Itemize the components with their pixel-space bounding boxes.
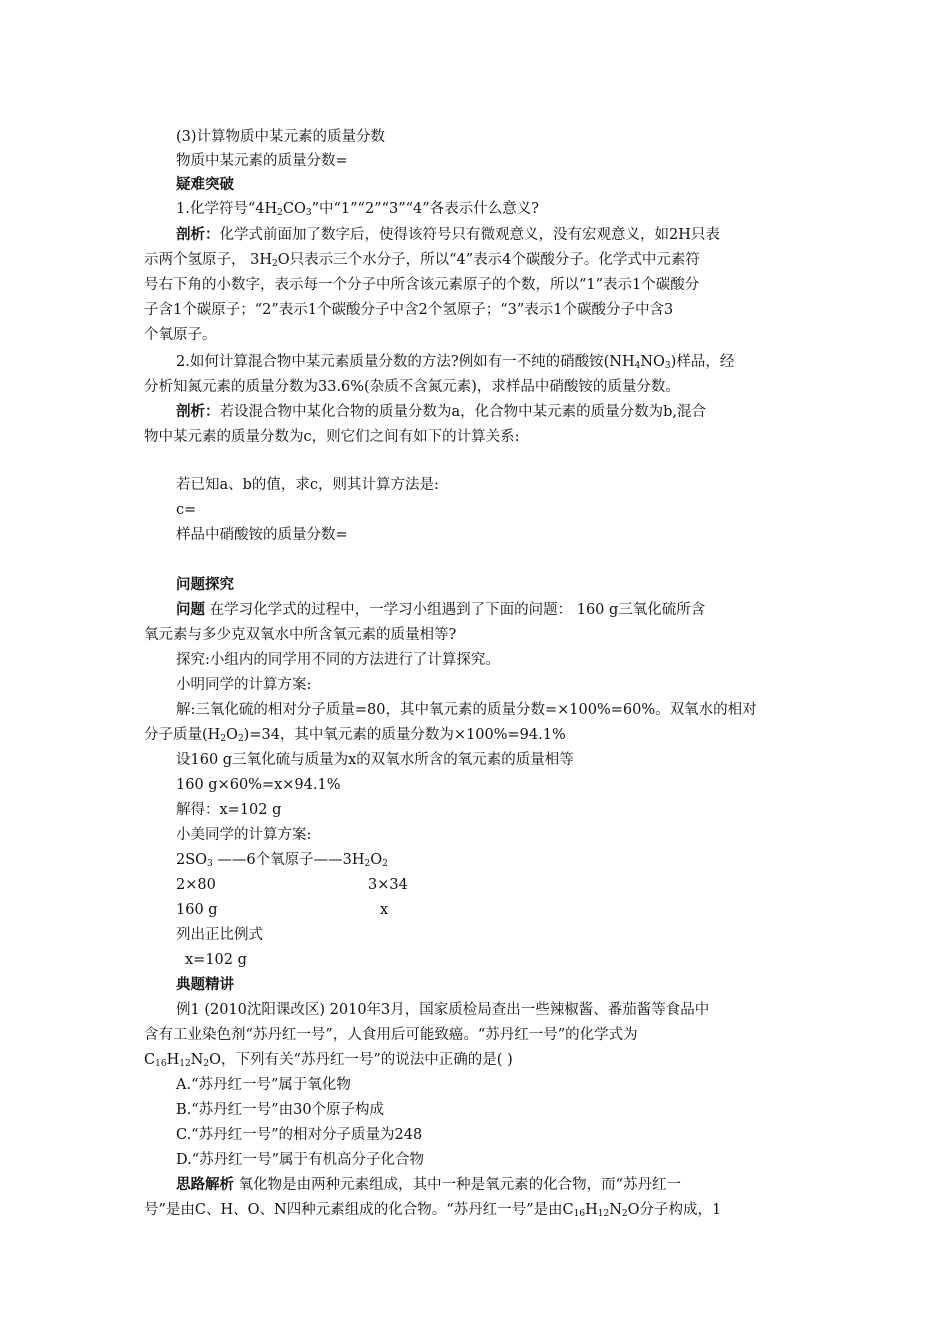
section-title-inquiry: 问题探究 <box>176 576 234 593</box>
inquiry-equation: 160 g×60%=x×94.1% <box>176 777 341 793</box>
inquiry-ratio-row: 160 g x <box>176 902 389 918</box>
analysis-label: 剖析： <box>176 403 220 420</box>
analysis-2-line-1: 剖析：若设混合物中某化合物的质量分数为a，化合物中某元素的质量分数为b,混合 <box>176 403 707 420</box>
inquiry-text: 分子质量$(H_2O_2)=34$，其中氧元素的质量分数为×100%=94.1% <box>144 727 566 744</box>
inquiry-text: 解:三氧化硫的相对分子质量=80，其中氧元素的质量分数=×100%=60%。双氧水的相对 <box>176 702 757 718</box>
inquiry-relation: $2SO_3$ ——6个氧原子$——3H_2O_2$ <box>176 852 388 869</box>
analysis-2-line-3: 若已知a、b的值，求c，则其计算方法是: <box>176 477 439 493</box>
analysis-1-line-3: 号右下角的小数字，表示每一个分子中所含该元素原子的个数，所以“1”表示1个碳酸分 <box>144 277 700 293</box>
option-c: C.“苏丹红一号”的相对分子质量为248 <box>176 1127 423 1143</box>
analysis-2-line-5: 样品中硝酸铵的质量分数= <box>176 527 348 543</box>
inquiry-text: 小美同学的计算方案: <box>176 827 312 843</box>
analysis-2-line-4: c= <box>176 502 197 518</box>
analysis-1-line-4: 子含1个碳原子；“2”表示1个碳酸分子中含2个氢原子；“3”表示1个碳酸分子中含3 <box>144 302 674 318</box>
analysis-2-line-2: 物中某元素的质量分数为c，则它们之间有如下的计算关系: <box>144 429 520 445</box>
inquiry-problem-line-2: 氧元素与多少克双氧水中所含氧元素的质量相等? <box>144 627 457 643</box>
solution-label: 思路解析 <box>176 1176 234 1193</box>
inquiry-text: 列出正比例式 <box>176 927 263 943</box>
inquiry-text: 探究:小组内的同学用不同的方法进行了计算探究。 <box>176 652 500 668</box>
inquiry-ratio-row: 2×80 3×34 <box>176 877 408 893</box>
section-title-examples: 典题精讲 <box>176 976 234 993</box>
formula-line: 物质中某元素的质量分数= <box>176 153 348 169</box>
solution-line-1: 思路解析 氧化物是由两种元素组成，其中一种是氧元素的化合物，而“苏丹红一 <box>176 1176 682 1193</box>
question-1: 1.化学符号“$4H_2CO_3$”中“1”“2”“3”“4”各表示什么意义? <box>176 201 539 218</box>
section-heading: (3)计算物质中某元素的质量分数 <box>176 129 386 145</box>
section-title-difficulties: 疑难突破 <box>176 176 234 193</box>
analysis-1-line-5: 个氧原子。 <box>144 327 217 343</box>
inquiry-result: 解得：x=102 g <box>176 802 282 818</box>
inquiry-text: 小明同学的计算方案: <box>176 677 312 693</box>
question-2-line-1: 2.如何计算混合物中某元素质量分数的方法?例如有一不纯的硝酸铵$(NH_4NO_3)$样品，经 <box>176 354 735 371</box>
example-1-line-3: $C_{16}H_{12}N_2O$，下列有关“苏丹红一号”的说法中正确的是( ) <box>144 1052 513 1069</box>
solution-line-2: 号”是由C、H、O、N四种元素组成的化合物。“苏丹红一号”是由$C_{16}H_{12}N_2O$分子构成，1 <box>144 1202 722 1219</box>
analysis-label: 剖析： <box>176 226 220 243</box>
example-1-line-1: 例1 (2010沈阳课改区) 2010年3月，国家质检局查出一些辣椒酱、番茄酱等食品中 <box>176 1002 710 1018</box>
problem-label: 问题 <box>176 601 205 618</box>
inquiry-problem-line-1: 问题 在学习化学式的过程中，一学习小组遇到了下面的问题： 160 g三氧化硫所含 <box>176 601 706 618</box>
option-b: B.“苏丹红一号”由30个原子构成 <box>176 1102 385 1118</box>
example-1-line-2: 含有工业染色剂“苏丹红一号”，人食用后可能致癌。“苏丹红一号”的化学式为 <box>144 1027 638 1043</box>
analysis-1-line-1: 剖析：化学式前面加了数字后，使得该符号只有微观意义，没有宏观意义，如2H只表 <box>176 226 720 243</box>
analysis-1-line-2: 示两个氢原子， $3H_2O$只表示三个水分子，所以“4”表示4个碳酸分子。化学式中元素符 <box>144 252 700 269</box>
option-a: A.“苏丹红一号”属于氧化物 <box>176 1077 351 1093</box>
inquiry-result: x=102 g <box>185 952 247 968</box>
question-2-line-2: 分析知氮元素的质量分数为33.6%(杂质不含氮元素)，求样品中硝酸铵的质量分数。 <box>144 379 680 395</box>
option-d: D.“苏丹红一号”属于有机高分子化合物 <box>176 1152 425 1168</box>
inquiry-text: 设160 g三氧化硫与质量为x的双氧水所含的氧元素的质量相等 <box>176 752 574 768</box>
